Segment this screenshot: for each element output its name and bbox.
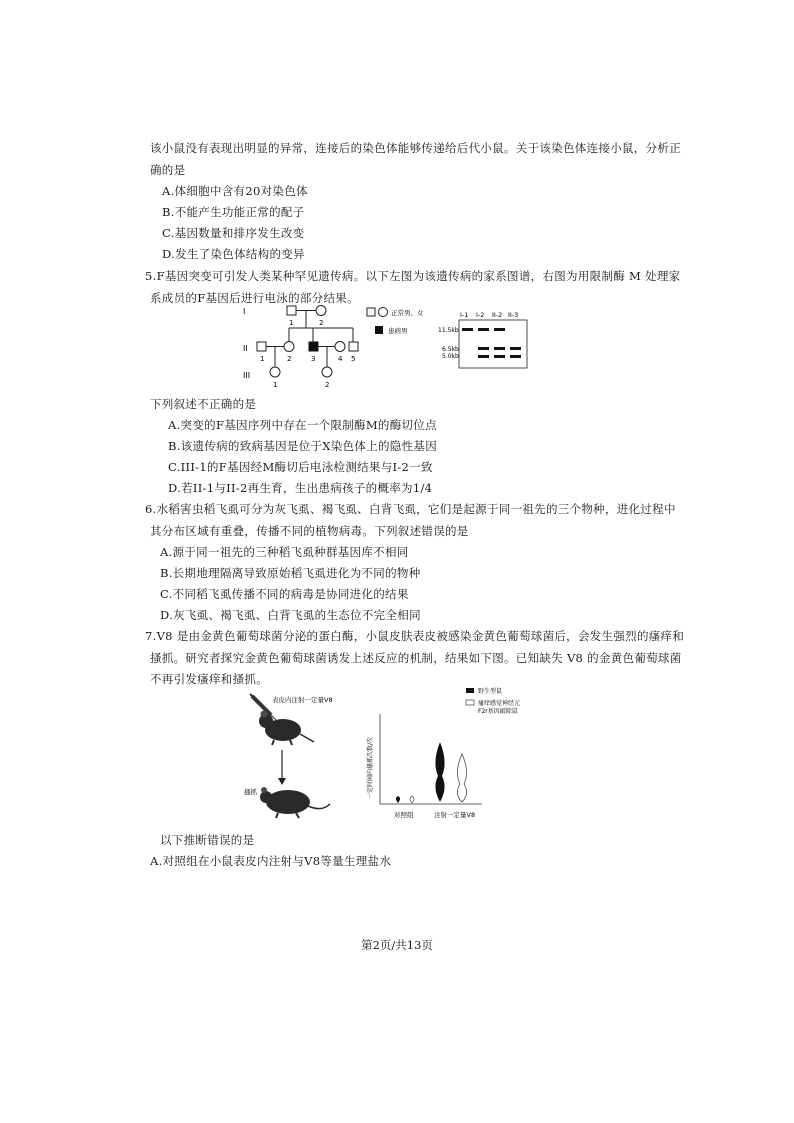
mouse-scratching-icon <box>260 787 330 818</box>
q6-option-b: B.长期地理隔离导致原始稻飞虱进化为不同的物种 <box>160 566 421 580</box>
member-ii-5 <box>349 342 358 351</box>
num-ii-5: 5 <box>351 355 356 363</box>
scratch-label: 搔抓 <box>244 788 257 796</box>
member-ii-2 <box>284 342 294 352</box>
legend-male-icon <box>367 308 375 316</box>
member-ii-3-affected <box>309 342 318 351</box>
q5-stem-line1: 5.F基因突变可引发人类某种罕见遗传病。以下左图为该遗传病的家系图谱，右图为用限制酶 M 处理家 <box>145 269 681 283</box>
num-ii-4: 4 <box>338 355 343 363</box>
legend-ko-line2: F2r基因敲除鼠 <box>478 708 518 715</box>
q6-option-d: D.灰飞虱、褐飞虱、白背飞虱的生态位不完全相同 <box>160 608 421 622</box>
band-ii-2-5-0kb <box>494 355 505 358</box>
pedigree-chart <box>235 300 435 390</box>
violin-v8-ko <box>457 754 466 802</box>
q5-option-d: D.若II-1与II-2再生育，生出患病孩子的概率为1/4 <box>168 481 433 495</box>
q6-option-a: A.源于同一祖先的三种稻飞虱种群基因库不相同 <box>160 545 409 559</box>
legend-ko-line1: 瘙痒感觉神经元 <box>478 700 521 707</box>
band-ii-2-6-5kb <box>494 347 505 350</box>
num-i-2: 2 <box>319 319 324 327</box>
q4-option-a: A.体细胞中含有20对染色体 <box>162 184 308 198</box>
page-footer: 第2页/共13页 <box>361 938 433 952</box>
q6-stem-line1: 6.水稻害虫稻飞虱可分为灰飞虱、褐飞虱、白背飞虱，它们是起源于同一祖先的三个物种，进化过程中 <box>145 502 676 516</box>
band-ii-3-5-0kb <box>510 355 521 358</box>
size-label-6-5kb: 6.5kb <box>442 346 459 353</box>
legend-wild-swatch <box>466 688 474 693</box>
gen-label-ii: II <box>243 344 248 353</box>
lane-label-i-1: I-1 <box>460 311 469 319</box>
size-label-11-5kb: 11.5kb <box>438 327 459 334</box>
gen-label-i: I <box>243 307 246 316</box>
q6-option-c: C.不同稻飞虱传播不同的病毒是协同进化的结果 <box>160 587 409 601</box>
num-ii-1: 1 <box>260 355 265 363</box>
num-i-1: 1 <box>289 319 294 327</box>
size-label-5-0kb: 5.0kb <box>442 353 459 360</box>
y-axis-label: 一定时间内搔抓次数/次 <box>367 736 374 799</box>
member-iii-2 <box>322 367 332 377</box>
num-iii-1: 1 <box>273 381 278 389</box>
inject-label: 表皮内注射一定量V8 <box>272 696 333 704</box>
x-label-v8: 注射一定量V8 <box>434 811 476 819</box>
q4-stem-line2: 确的是 <box>150 163 186 177</box>
band-ii-3-6-5kb <box>510 347 521 350</box>
violin-v8-wild <box>435 742 444 802</box>
mouse-experiment-illustration <box>238 688 363 822</box>
scratch-count-violin-chart <box>362 684 521 824</box>
legend-ko-swatch <box>466 700 474 705</box>
q5-option-a: A.突变的F基因序列中存在一个限制酶M的酶切位点 <box>168 418 437 432</box>
q5-stem-line2: 系成员的F基因后进行电泳的部分结果。 <box>150 291 359 305</box>
band-i-2-5-0kb <box>478 355 489 358</box>
legend-affected: 患病男 <box>388 327 408 335</box>
q7-stem-line3: 不再引发瘙痒和搔抓。 <box>150 672 268 686</box>
x-label-control: 对照组 <box>394 811 414 819</box>
legend-female-icon <box>379 308 388 317</box>
band-ii-2-11-5kb <box>494 328 505 331</box>
q5-option-c: C.III-1的F基因经M酶切后电泳检测结果与I-2一致 <box>168 460 433 474</box>
q5-prompt: 下列叙述不正确的是 <box>150 397 257 411</box>
violin-control-ko <box>410 796 414 803</box>
num-ii-3: 3 <box>311 355 316 363</box>
q7-prompt: 以下推断错误的是 <box>160 833 255 847</box>
q4-option-d: D.发生了染色体结构的变异 <box>162 247 305 261</box>
gel-electrophoresis <box>438 308 530 370</box>
num-ii-2: 2 <box>287 355 292 363</box>
band-i-2-11-5kb <box>478 328 489 331</box>
member-i-1 <box>287 306 296 315</box>
band-i-2-6-5kb <box>478 347 489 350</box>
violin-control-wild <box>396 796 400 803</box>
member-ii-1 <box>257 342 266 351</box>
member-iii-1 <box>270 367 280 377</box>
member-ii-4 <box>335 342 345 352</box>
member-i-2 <box>316 306 326 316</box>
q5-option-b: B.该遗传病的致病基因是位于X染色体上的隐性基因 <box>168 439 437 453</box>
legend-affected-icon <box>375 326 383 334</box>
num-iii-2: 2 <box>325 381 330 389</box>
lane-label-i-2: I-2 <box>476 311 485 319</box>
mouse-injected-icon <box>259 711 314 746</box>
q4-stem-line1: 该小鼠没有表现出明显的异常，连接后的染色体能够传递给后代小鼠。关于该染色体连接小鼠，分析正 <box>150 141 681 155</box>
legend-wild: 野生型鼠 <box>478 688 503 695</box>
lane-label-ii-2: II-2 <box>492 311 503 319</box>
gen-label-iii: III <box>243 371 251 380</box>
q4-option-b: B.不能产生功能正常的配子 <box>162 205 305 219</box>
band-i-1-11-5kb <box>462 328 473 331</box>
q7-option-a: A.对照组在小鼠表皮内注射与V8等量生理盐水 <box>150 854 392 868</box>
lane-label-ii-3: II-3 <box>508 311 519 319</box>
q7-stem-line2: 搔抓。研究者探究金黄色葡萄球菌诱发上述反应的机制，结果如下图。已知缺失 V8 的金黄色葡萄球菌 <box>150 651 682 665</box>
q4-option-c: C.基因数量和排序发生改变 <box>162 226 305 240</box>
legend-normal: 正常男、女 <box>391 309 424 317</box>
q6-stem-line2: 其分布区域有重叠，传播不同的植物病毒。下列叙述错误的是 <box>150 524 469 538</box>
q7-stem-line1: 7.V8 是由金黄色葡萄球菌分泌的蛋白酶，小鼠皮肤表皮被感染金黄色葡萄球菌后，会发生强烈的瘙痒和 <box>145 629 685 643</box>
